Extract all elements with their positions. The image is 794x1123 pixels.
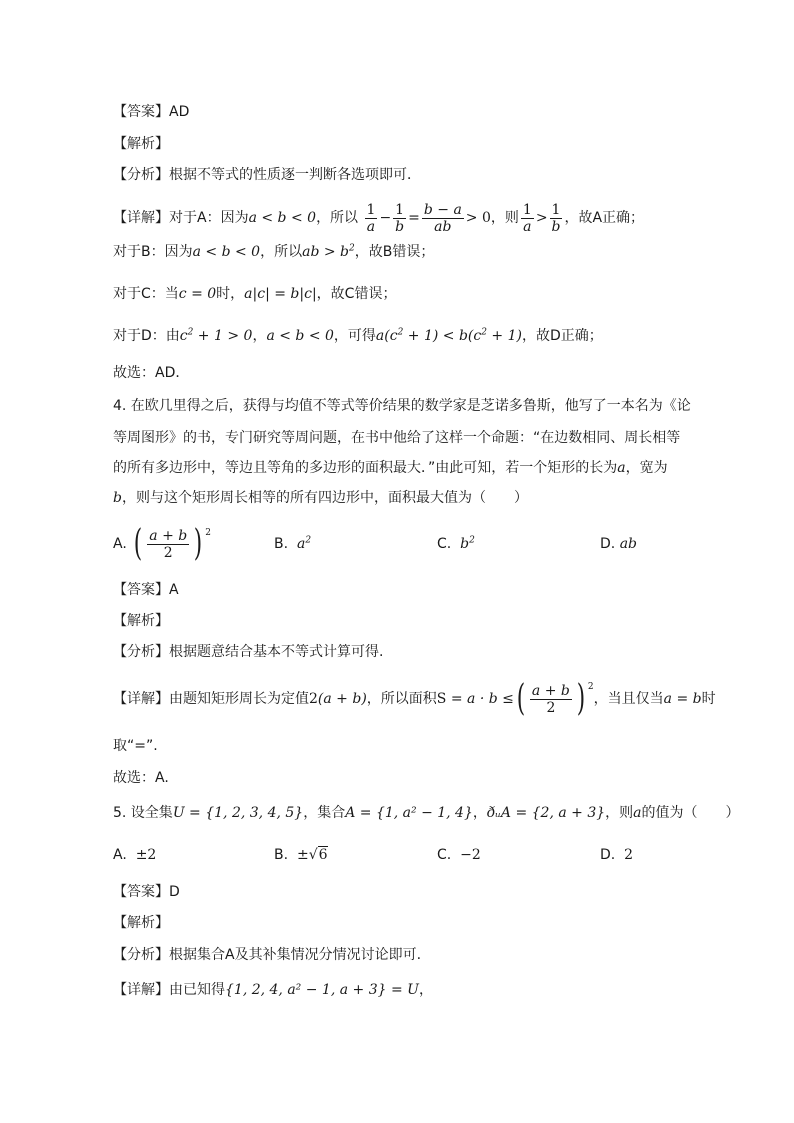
detail-tag: 【详解】 — [113, 982, 169, 998]
q5-detail-text-2: ， — [418, 982, 433, 998]
q5-option-d-value: 2 — [624, 847, 634, 863]
q3-line-c-text-3: ，故C错误； — [316, 286, 397, 302]
detail-tag: 【详解】 — [113, 210, 169, 226]
q3-line-c-text-2: 时， — [216, 286, 245, 302]
q4-detail-text-3: ，当且仅当 — [593, 691, 664, 707]
q4-option-d-label: D. — [600, 536, 616, 552]
q5-set-a: A = {1, a² − 1, 4} — [345, 805, 473, 821]
q3-detail-a-text-2: ，所以 — [316, 210, 359, 226]
q5-question-line — [113, 803, 740, 823]
q3-line-d-expr-1: $c^2 + 1 > 0$ — [179, 327, 253, 344]
q5-detail-expr: {1, 2, 4, a² − 1, a + 3} = U — [225, 982, 419, 998]
q4-detail-text-1: 由题知矩形周长为定值 — [169, 691, 309, 707]
fenxi-tag: 【分析】 — [113, 644, 169, 660]
q3-line-b-ineq: a < b < 0 — [192, 244, 261, 260]
q5-text-1: 5. 设全集 — [113, 805, 173, 821]
q3-line-b-expr: ab > $b^2$ — [302, 243, 355, 260]
q3-answer-line — [113, 102, 189, 122]
q3-line-c-cond: c = 0 — [178, 286, 217, 302]
q4-detail-line: 【详解】由题知矩形周长为定值2(a + b)，所以面积S = a · b ≤( $\frac{a + b}{2}$ ) $^2$，当且仅当a = b时 — [113, 678, 716, 719]
q3-detail-a-text-1: 对于A：因为 — [169, 210, 249, 226]
fraction-1-over-b: $\frac{1}{b}$ — [395, 201, 405, 235]
q4-answer: A — [169, 582, 179, 598]
q5-fenxi-line — [113, 945, 421, 965]
q5-option-d — [600, 845, 633, 865]
fenxi-tag: 【分析】 — [113, 947, 169, 963]
detail-tag: 【详解】 — [113, 691, 169, 707]
q4-detail-line-2 — [113, 736, 158, 756]
q5-option-c-value: −2 — [460, 847, 481, 863]
q3-line-b-text-2: ，所以 — [260, 244, 303, 260]
q3-line-b-text-1: 对于B：因为 — [113, 244, 193, 260]
q3-fenxi-text: 根据不等式的性质逐一判断各选项即可． — [169, 167, 421, 183]
q3-detail-a-ineq: a < b < 0 — [248, 210, 317, 226]
q5-option-c-label: C. — [437, 847, 452, 863]
q3-detail-a-text-3: ，则 — [490, 210, 519, 226]
q5-option-a-label: A. — [113, 847, 127, 863]
q4-choose-line — [113, 768, 169, 788]
q5-option-a-value: ±2 — [135, 847, 157, 863]
q5-detail-line — [113, 980, 433, 1000]
q4-option-d — [600, 534, 637, 554]
q5-fenxi-text: 根据集合A及其补集情况分情况讨论即可. — [169, 947, 422, 963]
q5-option-a — [113, 845, 156, 865]
q5-option-b-value: ± — [296, 847, 309, 863]
q5-option-c — [437, 845, 481, 865]
q5-option-d-label: D. — [600, 847, 616, 863]
q5-option-b-label: B. — [274, 847, 289, 863]
analysis-tag: 【解析】 — [113, 613, 169, 629]
q4-option-a: A. ( $\frac{a + b}{2}$ ) $^2$ — [113, 523, 212, 564]
answer-tag: 【答案】 — [113, 104, 169, 120]
answer-tag: 【答案】 — [113, 582, 169, 598]
q3-analysis-line — [113, 134, 169, 154]
q5-detail-text-1: 由已知得 — [169, 982, 225, 998]
q3-line-d-text-3: ，可得 — [333, 328, 376, 344]
q5-option-b: B. ±√6 — [274, 847, 328, 863]
q3-line-c-expr: a|c| = b|c| — [244, 286, 317, 302]
q3-line-d-text-4: ，故D正确； — [521, 328, 603, 344]
q4-question-line-2 — [113, 428, 680, 448]
q5-text-5: 的值为（ ） — [641, 805, 740, 821]
q3-choose-line — [113, 363, 189, 383]
q3-line-b-text-3: ，故B错误； — [354, 244, 435, 260]
q4-line2: 等周图形》的书，专门研究等周问题，在书中他给了这样一个命题：“在边数相同、周长相等 — [113, 430, 681, 446]
q4-detail-cond: a = b — [663, 691, 702, 707]
q3-answer: AD — [169, 104, 190, 120]
q3-line-d-text-1: 对于D：由 — [113, 328, 180, 344]
q4-question-line-4 — [113, 488, 528, 508]
q5-analysis-line — [113, 913, 169, 933]
q3-line-d-text-2: ， — [252, 328, 267, 344]
q4-line4: ，则与这个矩形周长相等的所有四边形中，面积最大值为（ ） — [121, 490, 528, 506]
q4-detail-perimeter: 2(a + b) — [309, 691, 367, 707]
q3-line-d — [113, 326, 603, 346]
fraction-a-plus-b-over-2-detail: $\frac{a + b}{2}$ — [531, 682, 570, 716]
q4-detail-text-4: 时 — [701, 691, 716, 707]
q4-answer-line — [113, 580, 179, 600]
q4-detail-text-5: 取“=”. — [113, 738, 158, 754]
q4-fenxi-text: 根据题意结合基本不等式计算可得. — [169, 644, 384, 660]
fraction-1-over-b-2: $\frac{1}{b}$ — [551, 201, 561, 235]
q4-option-c: C. $b^2$ — [437, 535, 475, 552]
q4-line3-1: 的所有多边形中，等边且等角的多边形的面积最大．”由此可知，若一个矩形的长为 — [113, 460, 618, 476]
q4-question-line-3 — [113, 458, 668, 478]
q4-option-d-value: ab — [619, 536, 637, 552]
q5-option-b-sqrt: 6 — [318, 847, 328, 863]
q5-answer-line — [113, 882, 180, 902]
q4-line3-2: ，宽为 — [625, 460, 668, 476]
q3-detail-a-text-4: ，故A正确； — [564, 210, 645, 226]
q4-choose: 故选：A. — [113, 770, 169, 786]
q3-line-d-ineq: a < b < 0 — [266, 328, 334, 344]
q4-option-a-label: A. — [113, 536, 127, 552]
q3-line-c-text-1: 对于C：当 — [113, 286, 179, 302]
q4-analysis-line — [113, 611, 169, 631]
fraction-1-over-a: $\frac{1}{a}$ — [366, 201, 376, 235]
q3-line-d-expr-2: $a(c^2 + 1) < b(c^2 + 1)$ — [375, 327, 522, 344]
analysis-tag: 【解析】 — [113, 136, 169, 152]
q5-text-4: ，则 — [605, 805, 634, 821]
q4-option-c-label: C. — [437, 536, 452, 552]
q4-option-b-label: B. — [274, 536, 289, 552]
q4-var-b: b — [113, 490, 122, 506]
q5-var-a: a — [633, 805, 642, 821]
fraction-1-over-a-2: $\frac{1}{a}$ — [522, 201, 532, 235]
q3-choose: 故选：AD． — [113, 365, 190, 381]
q4-option-b: B. $a^2$ — [274, 535, 312, 552]
q4-detail-area: S = a · b ≤ — [436, 691, 514, 707]
q3-detail-a-line: 【详解】对于A：因为a < b < 0，所以 $\frac{1}{a}$ − $\frac{1}{b}$ = $\frac{b - a}{ab}$ > 0，则 $\frac{1}{a}$ > $\frac{1}{b}$ ，故A正确； — [113, 201, 645, 235]
q5-text-2: ，集合 — [303, 805, 346, 821]
q4-fenxi-line — [113, 642, 383, 662]
q4-line1: 4. 在欧几里得之后，获得与均值不等式等价结果的数学家是芝诺多鲁斯，他写了一本名为《论 — [113, 398, 691, 414]
analysis-tag: 【解析】 — [113, 915, 169, 931]
answer-tag: 【答案】 — [113, 884, 169, 900]
q3-fenxi-line — [113, 165, 421, 185]
fraction-b-minus-a-over-ab: $\frac{b - a}{ab}$ — [423, 201, 462, 235]
q5-complement: ðᵤA = {2, a + 3} — [486, 805, 606, 821]
q4-var-a: a — [617, 460, 626, 476]
q5-text-3: ， — [472, 805, 487, 821]
q5-universal-set: U = {1, 2, 3, 4, 5} — [172, 805, 304, 821]
q3-line-c — [113, 284, 396, 304]
q5-answer: D — [169, 884, 180, 900]
q4-detail-text-2: ，所以面积 — [366, 691, 437, 707]
fenxi-tag: 【分析】 — [113, 167, 169, 183]
q3-line-b — [113, 242, 434, 262]
q4-question-line-1 — [113, 396, 691, 416]
fraction-a-plus-b-over-2: $\frac{a + b}{2}$ — [149, 527, 188, 561]
